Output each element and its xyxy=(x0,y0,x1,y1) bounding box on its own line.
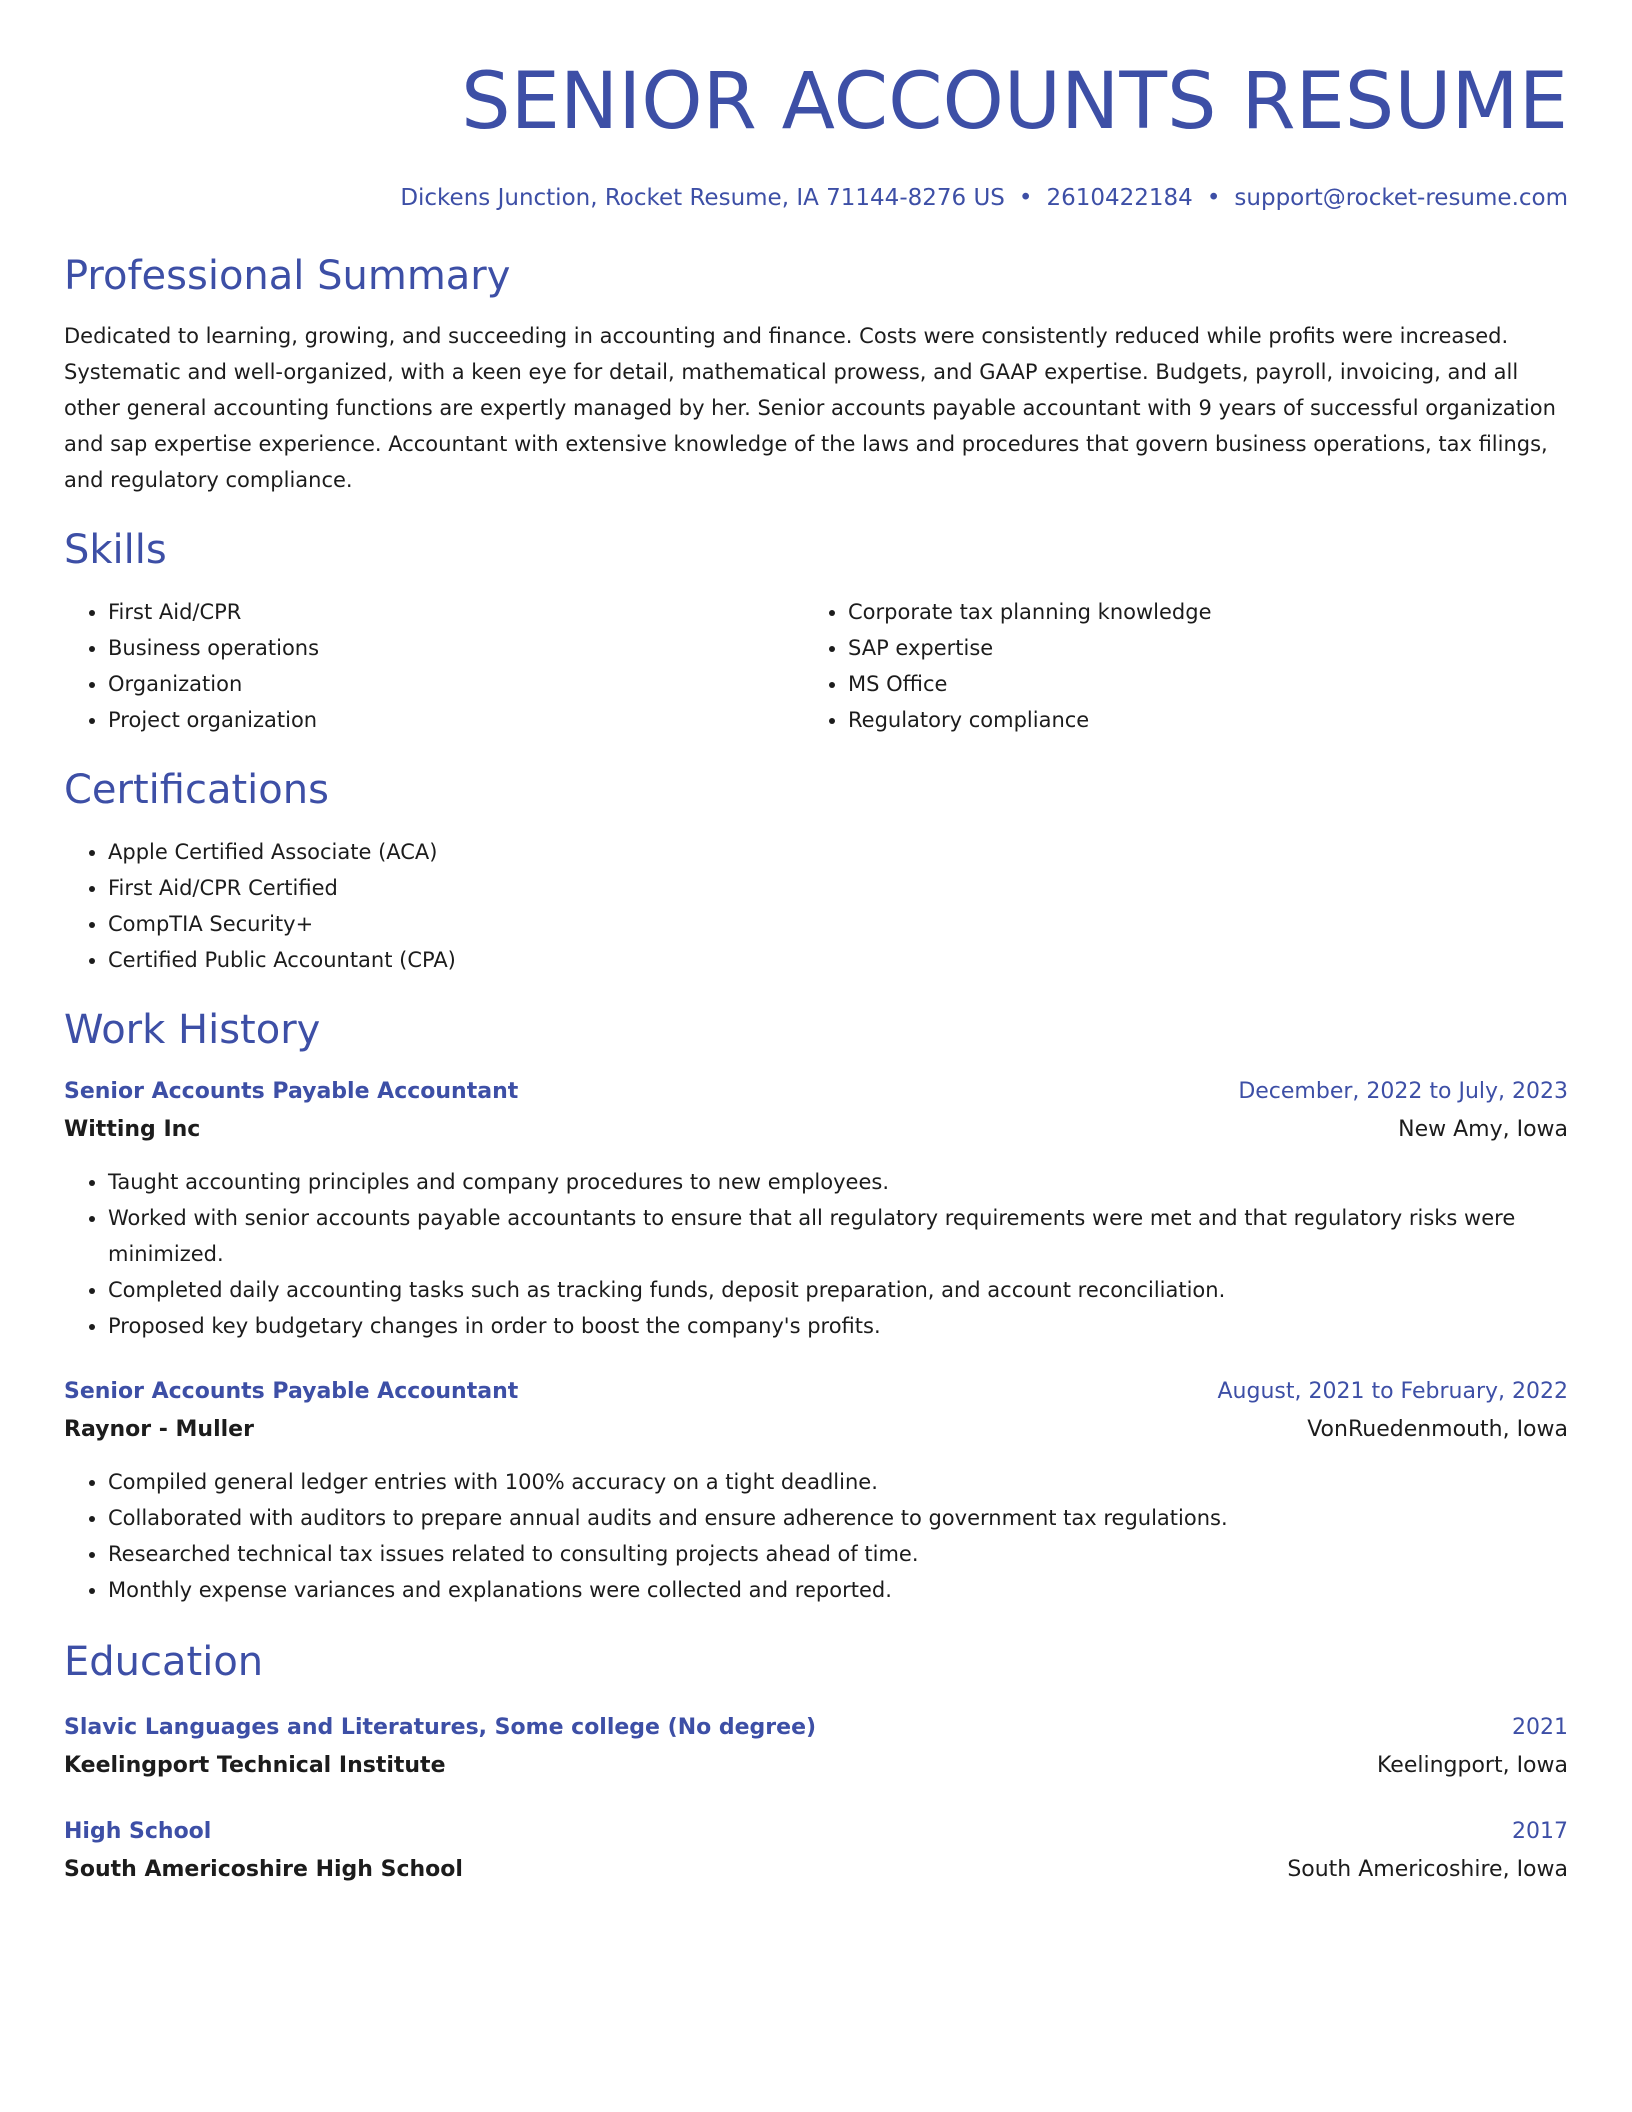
certification-item: • CompTIA Security+ xyxy=(108,906,1568,942)
job-duty-item: • Researched technical tax issues related to consulting projects ahead of time. xyxy=(108,1536,1568,1572)
job-duty-item: • Proposed key budgetary changes in order to boost the company's profits. xyxy=(108,1308,1568,1344)
summary-text: Dedicated to learning, growing, and succeeding in accounting and finance. Costs were consistently reduced while profits were increased. Systematic and well-organized, with a keen eye for detail, mathematical prowess, and GAAP expertise. Budgets, payroll, invoicing, and all other general accounting functions are expertly managed by her. Senior accounts payable accountant with 9 years of successful organization and sap expertise experience. Accountant with extensive knowledge of the laws and procedures that govern business operations, tax filings, and regulatory compliance. xyxy=(64,324,1556,492)
contact-phone: 2610422184 xyxy=(1046,185,1193,211)
job-header-row xyxy=(64,1074,1568,1110)
education-degree: Slavic Languages and Literatures, Some college (No degree) xyxy=(64,1715,817,1740)
skill-item: • MS Office xyxy=(848,666,1544,702)
skill-item: • Business operations xyxy=(108,630,804,666)
job-duty-item: • Collaborated with auditors to prepare annual audits and ensure adherence to government tax regulations. xyxy=(108,1500,1568,1536)
job-company: Raynor - Muller xyxy=(64,1417,254,1442)
job-duty-item: • Taught accounting principles and company procedures to new employees. xyxy=(108,1164,1568,1200)
skill-item: • Regulatory compliance xyxy=(848,702,1544,738)
contact-address: Dickens Junction, Rocket Resume, IA 71144-8276 US xyxy=(400,185,1005,211)
skill-item: • Organization xyxy=(108,666,804,702)
education-location: South Americoshire, Iowa xyxy=(1287,1857,1568,1882)
job-company-row xyxy=(64,1410,1568,1450)
job-duty-item: • Compiled general ledger entries with 100% accuracy on a tight deadline. xyxy=(108,1464,1568,1500)
skills-left-list xyxy=(64,594,804,738)
section-title-education: Education xyxy=(64,1639,264,1685)
contact-line xyxy=(64,184,1568,212)
education-school: Keelingport Technical Institute xyxy=(64,1753,446,1778)
education-year: 2021 xyxy=(1512,1715,1568,1740)
job-entry xyxy=(64,1074,1568,1344)
skill-item: • Project organization xyxy=(108,702,804,738)
education-school-row xyxy=(64,1746,1568,1786)
education-year: 2017 xyxy=(1512,1819,1568,1844)
education-header-row xyxy=(64,1710,1568,1746)
job-dates: December, 2022 to July, 2023 xyxy=(1238,1079,1568,1104)
section-title-work-history: Work History xyxy=(64,1007,321,1053)
education-location: Keelingport, Iowa xyxy=(1376,1753,1568,1778)
certifications-list xyxy=(64,834,1568,978)
skill-item: • SAP expertise xyxy=(848,630,1544,666)
contact-email[interactable]: support@rocket-resume.com xyxy=(1234,185,1568,211)
education-entry xyxy=(64,1814,1568,1890)
certification-item: • First Aid/CPR Certified xyxy=(108,870,1568,906)
job-duties-list xyxy=(64,1164,1568,1344)
resume-page xyxy=(64,0,1568,1890)
job-location: New Amy, Iowa xyxy=(1398,1117,1568,1142)
contact-separator: • xyxy=(1018,185,1033,211)
job-header-row xyxy=(64,1374,1568,1410)
job-company-row xyxy=(64,1110,1568,1150)
education-school-row xyxy=(64,1850,1568,1890)
job-company: Witting Inc xyxy=(64,1117,201,1142)
job-location: VonRuedenmouth, Iowa xyxy=(1307,1417,1568,1442)
contact-separator: • xyxy=(1206,185,1221,211)
resume-name: SENIOR ACCOUNTS RESUME xyxy=(461,57,1568,147)
education-degree: High School xyxy=(64,1819,212,1844)
job-duties-list xyxy=(64,1464,1568,1608)
certification-item: • Apple Certified Associate (ACA) xyxy=(108,834,1568,870)
section-title-skills: Skills xyxy=(64,527,167,573)
education-school: South Americoshire High School xyxy=(64,1857,463,1882)
job-duty-item: • Monthly expense variances and explanations were collected and reported. xyxy=(108,1572,1568,1608)
job-role: Senior Accounts Payable Accountant xyxy=(64,1079,519,1104)
job-dates: August, 2021 to February, 2022 xyxy=(1217,1379,1568,1404)
certification-item: • Certified Public Accountant (CPA) xyxy=(108,942,1568,978)
skill-item: • First Aid/CPR xyxy=(108,594,804,630)
skills-grid xyxy=(64,594,1568,738)
section-title-certifications: Certifications xyxy=(64,767,329,813)
education-entry xyxy=(64,1710,1568,1786)
job-duty-item: • Completed daily accounting tasks such as tracking funds, deposit preparation, and account reconciliation. xyxy=(108,1272,1568,1308)
job-entry xyxy=(64,1374,1568,1608)
section-title-summary: Professional Summary xyxy=(64,253,511,299)
skills-right-list xyxy=(804,594,1544,738)
education-header-row xyxy=(64,1814,1568,1850)
job-duty-item: • Worked with senior accounts payable accountants to ensure that all regulatory requirements were met and that regulatory risks were minimized. xyxy=(108,1200,1568,1272)
skill-item: • Corporate tax planning knowledge xyxy=(848,594,1544,630)
job-role: Senior Accounts Payable Accountant xyxy=(64,1379,519,1404)
